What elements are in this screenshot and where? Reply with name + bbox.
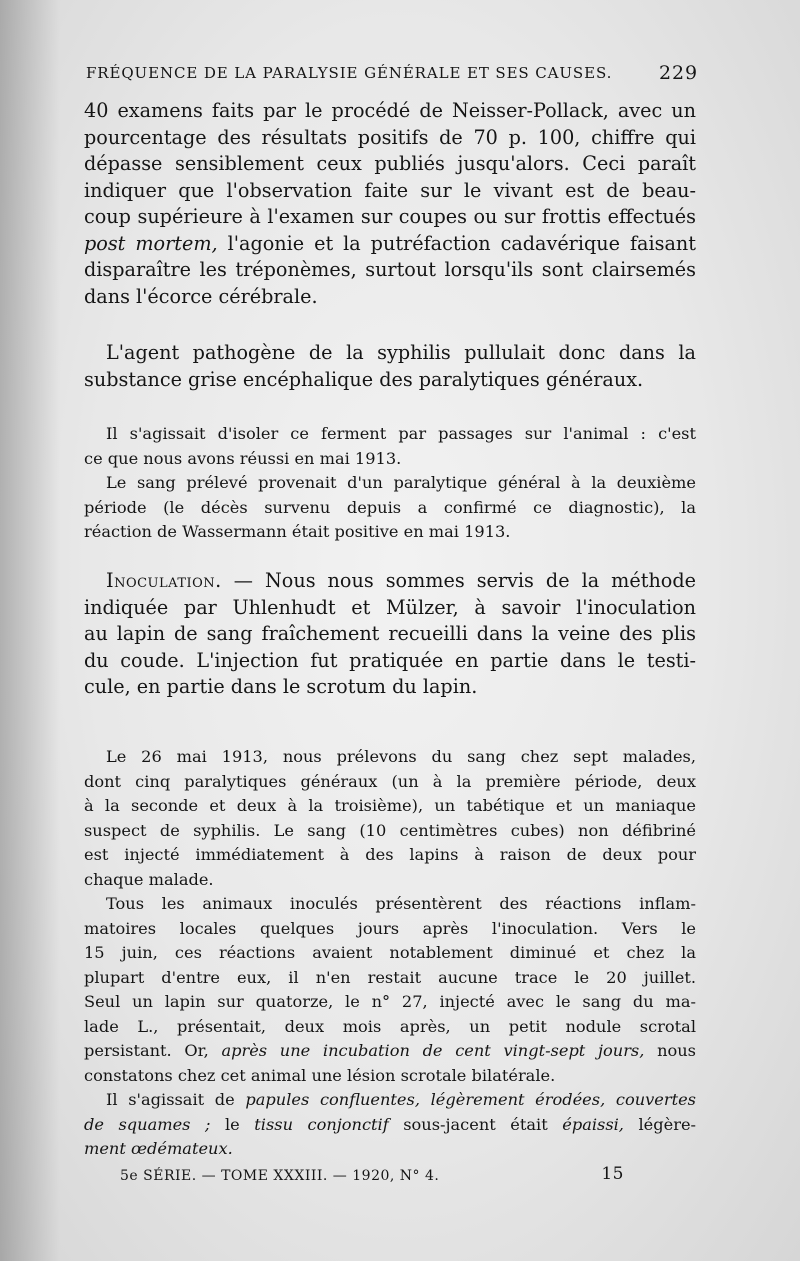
italic-phrase: après une incubation de cent vingt-sept jours, (221, 1041, 645, 1060)
running-header (86, 64, 698, 90)
italic-phrase: tissu conjonctif (254, 1114, 389, 1134)
italic-phrase: papules confluentes, légèrement érodées, couvertes (245, 1090, 696, 1109)
text-line: du coude. L'injection fut pratiquée en partie dans le testi- (84, 648, 696, 672)
text-line: Seul un lapin sur quatorze, le n° 27, injecté avec le sang du ma- (84, 992, 696, 1011)
text-line: chaque malade. (84, 869, 214, 889)
text-line: indiquée par Uhlenhudt et Mülzer, à savoir l'inoculation (84, 595, 696, 619)
italic-phrase: post mortem, (84, 231, 218, 255)
text-line: disparaître les tréponèmes, surtout lorsqu'ils sont clairsemés (84, 258, 696, 281)
italic-phrase: épaissi, (562, 1114, 624, 1134)
text-line: Le 26 mai 1913, nous prélevons du sang chez sept malades, (106, 747, 696, 766)
paragraph-examens (84, 98, 696, 310)
paragraph-inoculation (84, 568, 696, 701)
text-line: indiquer que l'observation faite sur le vivant est de beau- (84, 178, 696, 202)
text-line: substance grise encéphalique des paralytiques généraux. (84, 367, 644, 391)
text-line: Il s'agissait d'isoler ce ferment par passages sur l'animal : c'est (106, 424, 696, 443)
text-line: dont cinq paralytiques généraux (un à la première période, deux (84, 771, 696, 791)
text-line: post mortem, l'agonie et la putréfaction cadavérique faisant (84, 231, 696, 255)
text-line: L'agent pathogène de la syphilis pullulait donc dans la (106, 341, 696, 364)
text-line: matoires locales quelques jours après l'inoculation. Vers le (84, 918, 696, 938)
text-line: dans l'écorce cérébrale. (84, 284, 318, 308)
text-line: réaction de Wassermann était positive en mai 1913. (84, 522, 511, 541)
text-line: plupart d'entre eux, il n'en restait aucune trace le 20 juillet. (84, 967, 696, 987)
page-number: 229 (659, 62, 698, 84)
paragraph-isoler-ferment (84, 422, 696, 545)
text-line: Inoculation. — Nous nous sommes servis de la méthode (106, 569, 696, 592)
sheet-number: 15 (601, 1164, 624, 1184)
scan-gutter-shadow (0, 0, 60, 1261)
text-line: cule, en partie dans le scrotum du lapin. (84, 675, 478, 698)
text-line: au lapin de sang fraîchement recueilli dans la veine des plis (84, 622, 696, 645)
text-line: est injecté immédiatement à des lapins à raison de deux pour (84, 845, 696, 864)
text-line: coup supérieure à l'examen sur coupes ou sur frottis effectués (84, 205, 696, 228)
text-line: période (le décès survenu depuis a confirmé ce diagnostic), la (84, 497, 696, 517)
italic-phrase: ment œdémateux. (84, 1139, 233, 1158)
text-line: suspect de syphilis. Le sang (10 centimètres cubes) non défibriné (84, 820, 696, 840)
text-line: constatons chez cet animal une lésion scrotale bilatérale. (84, 1065, 556, 1085)
text-line: Tous les animaux inoculés présentèrent des réactions inflam- (106, 894, 696, 913)
running-title: FRÉQUENCE DE LA PARALYSIE GÉNÉRALE ET SES CAUSES. (86, 64, 613, 82)
text-line: lade L., présentait, deux mois après, un petit nodule scrotal (84, 1016, 696, 1036)
series-line: 5e SÉRIE. — TOME XXXIII. — 1920, N° 4. (120, 1168, 440, 1184)
text-line: à la seconde et deux à la troisième), un tabétique et un maniaque (84, 796, 696, 815)
text-line: Le sang prélevé provenait d'un paralytique général à la deuxième (106, 473, 696, 492)
section-heading: Inoculation. (106, 569, 222, 592)
text-line (84, 1137, 696, 1162)
paragraph-agent-pathogene (84, 340, 696, 393)
text-line: ce que nous avons réussi en mai 1913. (84, 448, 402, 468)
footer-signature (120, 1164, 624, 1190)
text-line: persistant. Or, après une incubation de cent vingt-sept jours, nous (84, 1041, 696, 1060)
italic-phrase: de squames ; (84, 1114, 211, 1134)
text-line: de squames ; le tissu conjonctif sous-jacent était épaissi, légère- (84, 1114, 696, 1134)
text-line: Il s'agissait de papules confluentes, légèrement érodées, couvertes (106, 1090, 696, 1109)
paragraph-26-mai (84, 745, 696, 1162)
text-line: 15 juin, ces réactions avaient notablement diminué et chez la (84, 943, 696, 962)
text-line: pourcentage des résultats positifs de 70 p. 100, chiffre qui (84, 125, 696, 149)
text-line: dépasse sensiblement ceux publiés jusqu'alors. Ceci paraît (84, 152, 696, 175)
text-line: 40 examens faits par le procédé de Neisser-Pollack, avec un (84, 99, 696, 122)
